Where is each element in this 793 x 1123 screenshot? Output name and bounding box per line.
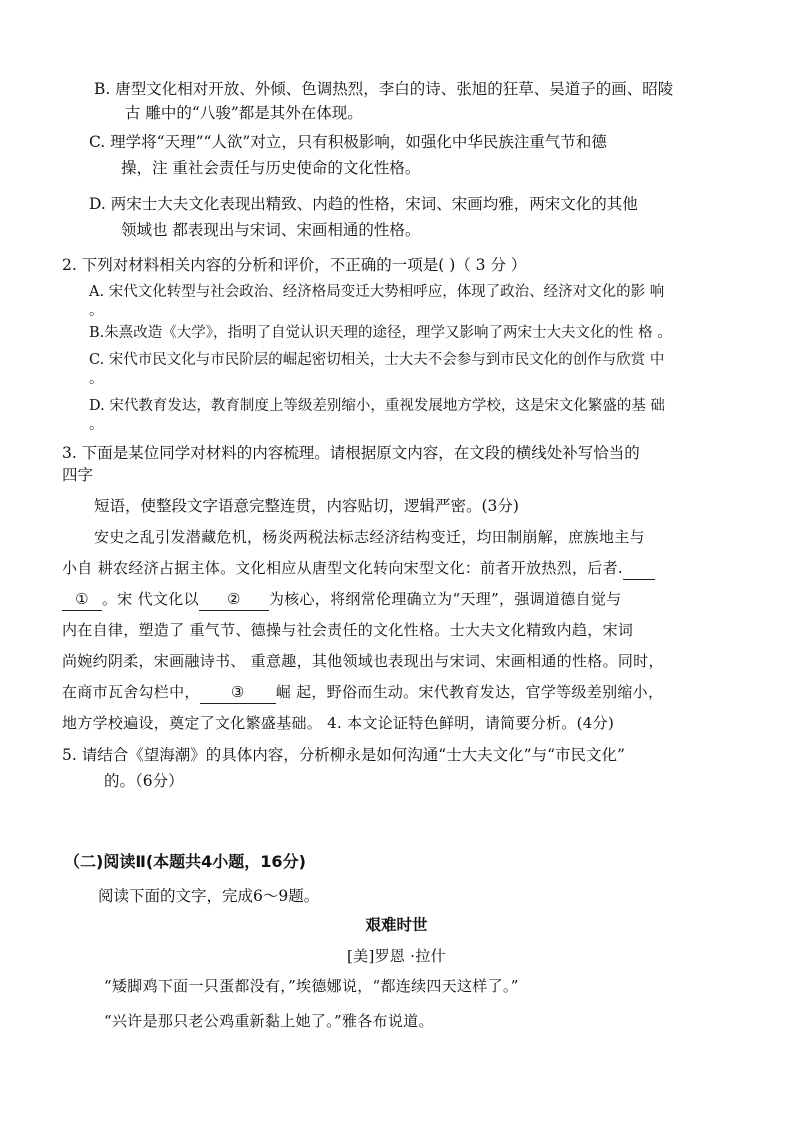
question-3-stem-line2: 四字 bbox=[62, 466, 94, 484]
section-2-heading: （二)阅读Ⅱ(本题共4小题，16分) bbox=[64, 852, 306, 871]
passage-line6 bbox=[62, 681, 663, 704]
passage-line5: 尚婉约阴柔，宋画融诗书、 重意趣，其他领域也表现出与宋词、宋画相通的性格。同时， bbox=[62, 652, 664, 670]
q2-option-d-line1: D. 宋代教育发达，教育制度上等级差别缩小，重视发展地方学校，这是宋文化繁盛的基 础 bbox=[89, 398, 665, 414]
blank-3[interactable]: ③ bbox=[200, 681, 276, 704]
passage-line2-text: 小自 耕农经济占据主体。文化相应从唐型文化转向宋型文化：前者开放热烈，后者. bbox=[62, 559, 623, 577]
question-5-line2: 的。（6分） bbox=[104, 772, 184, 790]
option-d-line1: D. 两宋士大夫文化表现出精致、内趋的性格，宋词、宋画均雅，两宋文化的其他 bbox=[89, 195, 638, 213]
question-3-stem-line1: 3. 下面是某位同学对材料的内容梳理。请根据原文内容，在文段的横线处补写恰当的 bbox=[62, 444, 640, 462]
story-paragraph-1: “矮脚鸡下面一只蛋都没有，”埃德娜说，“都连续四天这样了。” bbox=[104, 977, 519, 995]
section-2-instruction: 阅读下面的文字，完成6～9题。 bbox=[98, 887, 320, 905]
passage-line3-text-b: 为核心，将纲常伦理确立为“天理”，强调道德自觉与 bbox=[268, 590, 622, 608]
blank-1[interactable]: ① bbox=[62, 588, 102, 611]
passage-line2-blank[interactable] bbox=[623, 557, 655, 580]
story-author: [美]罗恩 ·拉什 bbox=[347, 947, 446, 965]
question-5-line1: 5. 请结合《望海潮》的具体内容，分析柳永是如何沟通“士大夫文化”与“市民文化” bbox=[62, 746, 625, 764]
option-c-line2: 操，注 重社会责任与历史使命的文化性格。 bbox=[121, 159, 421, 177]
q2-option-a-line1: A. 宋代文化转型与社会政治、经济格局变迁大势相呼应，体现了政治、经济对文化的影 响 bbox=[89, 284, 665, 300]
q2-option-a-line2: 。 bbox=[89, 303, 104, 319]
passage-line6-text-b: 崛 起，野俗而生动。宋代教育发达，官学等级差别缩小， bbox=[275, 683, 664, 701]
q2-option-c-line1: C. 宋代市民文化与市民阶层的崛起密切相关，士大夫不会参与到市民文化的创作与欣赏 中 bbox=[89, 352, 665, 368]
option-b-line1: B. 唐型文化相对开放、外倾、色调热烈，李白的诗、张旭的狂草、吴道子的画、昭陵 bbox=[94, 80, 674, 98]
option-b-line2: 古 雕中的“八骏”都是其外在体现。 bbox=[125, 104, 363, 122]
q2-option-c-line2: 。 bbox=[89, 371, 104, 387]
passage-line1: 安史之乱引发潜藏危机，杨炎两税法标志经济结构变迁，均田制崩解，庶族地主与 bbox=[94, 528, 645, 546]
passage-line7: 地方学校遍设，奠定了文化繁盛基础。 4. 本文论证特色鲜明，请简要分析。(4分) bbox=[62, 714, 615, 732]
passage-line3 bbox=[62, 588, 621, 611]
question-3-stem-line3: 短语，使整段文字语意完整连贯，内容贴切，逻辑严密。(3分) bbox=[94, 497, 519, 515]
passage-line3-text-a: 。宋 代文化以 bbox=[102, 590, 199, 608]
passage-line6-text-a: 在商市瓦舍勾栏中， bbox=[62, 683, 200, 701]
story-paragraph-2: “兴许是那只老公鸡重新黏上她了。”雅各布说道。 bbox=[104, 1012, 434, 1030]
question-2-stem: 2. 下列对材料相关内容的分析和评价，不正确的一项是( )（ 3 分 ） bbox=[62, 256, 527, 274]
q2-option-d-line2: 。 bbox=[89, 417, 104, 433]
q2-option-b-line1: B.朱熹改造《大学》，指明了自觉认识天理的途径，理学又影响了两宋士大夫文化的性 格 。 bbox=[89, 325, 672, 341]
passage-line4: 内在自律，塑造了 重气节、德操与社会责任的文化性格。士大夫文化精致内趋，宋词 bbox=[62, 621, 634, 639]
blank-2[interactable]: ② bbox=[199, 588, 269, 611]
option-c-line1: C. 理学将“天理”“人欲”对立，只有积极影响，如强化中华民族注重气节和德 bbox=[89, 133, 607, 151]
passage-line2 bbox=[62, 557, 655, 580]
option-d-line2: 领域也 都表现出与宋词、宋画相通的性格。 bbox=[121, 221, 421, 239]
story-title: 艰难时世 bbox=[365, 916, 428, 934]
